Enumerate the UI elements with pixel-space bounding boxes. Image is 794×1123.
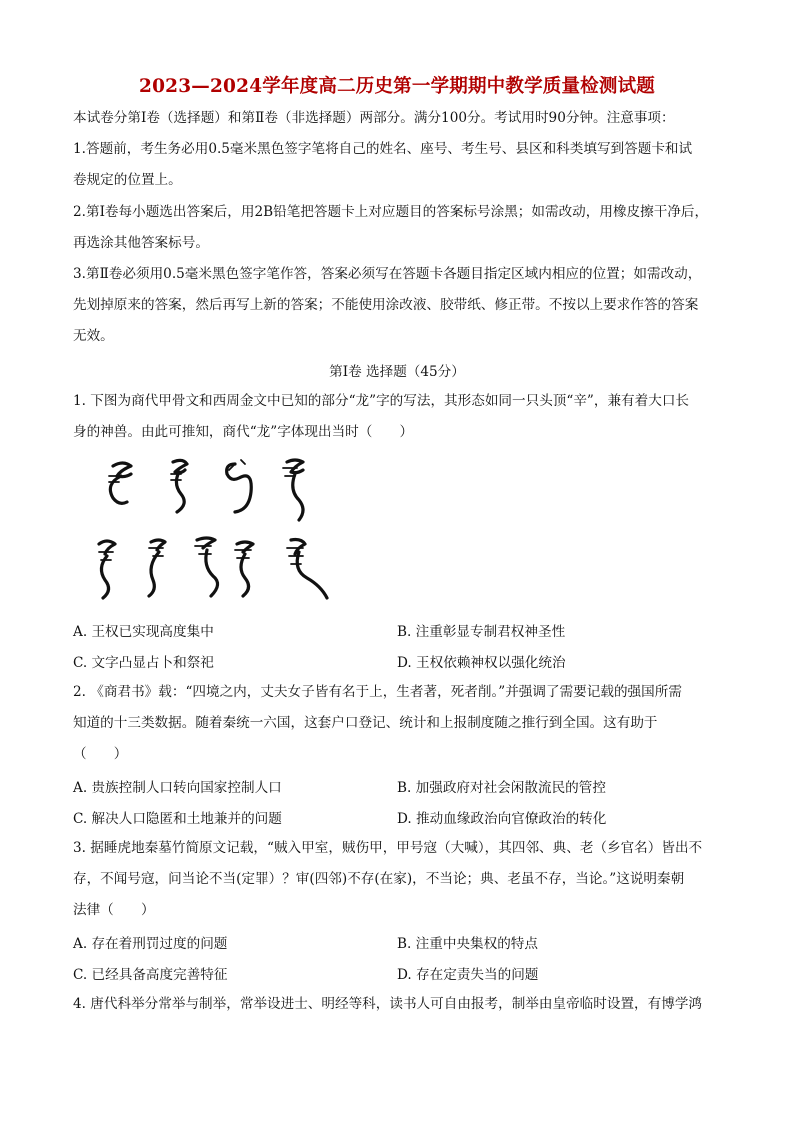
dragon-glyph-3 <box>227 460 252 512</box>
q1-option-d[interactable]: D. 王权依赖神权以强化统治 <box>397 655 566 671</box>
q4-stem-line-1: 4. 唐代科举分常举与制举，常举设进士、明经等科，读书人可自由报考，制举由皇帝临时设置，有博学鸿 <box>73 996 703 1012</box>
q2-stem-line-2: 知道的十三类数据。随着秦统一六国，这套户口登记、统计和上报制度随之推行到全国。这有助于 <box>73 715 658 731</box>
q1-stem-line-1: 1. 下图为商代甲骨文和西周金文中已知的部分“龙”字的写法，其形态如同一只头顶“辛”，兼有着大口长 <box>73 393 690 409</box>
intro-line-1: 本试卷分第Ⅰ卷（选择题）和第Ⅱ卷（非选择题）两部分。满分100分。考试用时90分钟。注意事项： <box>73 110 675 126</box>
intro-line-8: 无效。 <box>73 328 114 344</box>
q3-stem-line-1: 3. 据睡虎地秦墓竹简原文记载，“贼入甲室，贼伤甲，甲号寇（大喊），其四邻、典、老（乡官名）皆出不 <box>73 840 703 856</box>
q3-option-d[interactable]: D. 存在定责失当的问题 <box>397 967 539 983</box>
q3-stem-line-3: 法律（ ） <box>73 902 155 918</box>
q3-option-b[interactable]: B. 注重中央集权的特点 <box>397 936 538 952</box>
q1-stem-line-2: 身的神兽。由此可推知，商代“龙”字体现出当时（ ） <box>73 424 414 440</box>
dragon-glyph-2 <box>171 460 187 512</box>
intro-line-4: 2.第Ⅰ卷每小题选出答案后，用2B铅笔把答题卡上对应题目的答案标号涂黑；如需改动，用橡皮擦干净后， <box>73 204 709 220</box>
dragon-glyph-9 <box>287 540 327 599</box>
q2-option-b[interactable]: B. 加强政府对社会闲散流民的管控 <box>397 780 606 796</box>
q2-option-c[interactable]: C. 解决人口隐匿和土地兼并的问题 <box>73 811 282 827</box>
intro-line-3: 卷规定的位置上。 <box>73 172 182 188</box>
q2-stem-line-1: 2. 《商君书》载：“四境之内，丈夫女子皆有名于上，生者著，死者削。”并强调了需要记载的强国所需 <box>73 684 682 700</box>
dragon-glyph-5 <box>99 541 115 598</box>
q2-option-d[interactable]: D. 推动血缘政治向官僚政治的转化 <box>397 811 607 827</box>
section-heading: 第Ⅰ卷 选择题（45分） <box>329 364 465 380</box>
intro-line-2: 1.答题前，考生务必用0.5毫米黑色签字笔将自己的姓名、座号、考生号、县区和科类填写到答题卡和试 <box>73 141 693 157</box>
dragon-glyph-4 <box>283 460 303 520</box>
dragon-glyph-7 <box>195 538 218 596</box>
intro-line-5: 再选涂其他答案标号。 <box>73 235 209 251</box>
q2-stem-line-3: （ ） <box>73 746 128 762</box>
q1-option-b[interactable]: B. 注重彰显专制君权神圣性 <box>397 624 566 640</box>
q1-option-a[interactable]: A. 王权已实现高度集中 <box>73 624 214 640</box>
dragon-glyph-8 <box>235 542 253 596</box>
q3-option-a[interactable]: A. 存在着刑罚过度的问题 <box>73 936 228 952</box>
dragon-glyph-figure <box>95 452 335 602</box>
dragon-glyph-1 <box>109 463 131 503</box>
q3-option-c[interactable]: C. 已经具备高度完善特征 <box>73 967 228 983</box>
dragon-glyph-6 <box>149 540 165 596</box>
exam-title: 2023—2024学年度高二历史第一学期期中教学质量检测试题 <box>139 76 655 97</box>
intro-line-7: 先划掉原来的答案，然后再写上新的答案；不能使用涂改液、胶带纸、修正带。不按以上要求作答的答案 <box>73 297 699 313</box>
q3-stem-line-2: 存，不闻号寇，问当论不当(定罪）？审(四邻)不存(在家)，不当论；典、老虽不存，当论。”这说明秦朝 <box>73 871 685 887</box>
q2-option-a[interactable]: A. 贵族控制人口转向国家控制人口 <box>73 780 282 796</box>
q1-option-c[interactable]: C. 文字凸显占卜和祭祀 <box>73 655 214 671</box>
intro-line-6: 3.第Ⅱ卷必须用0.5毫米黑色签字笔作答，答案必须写在答题卡各题目指定区域内相应的位置；如需改动， <box>73 266 702 282</box>
